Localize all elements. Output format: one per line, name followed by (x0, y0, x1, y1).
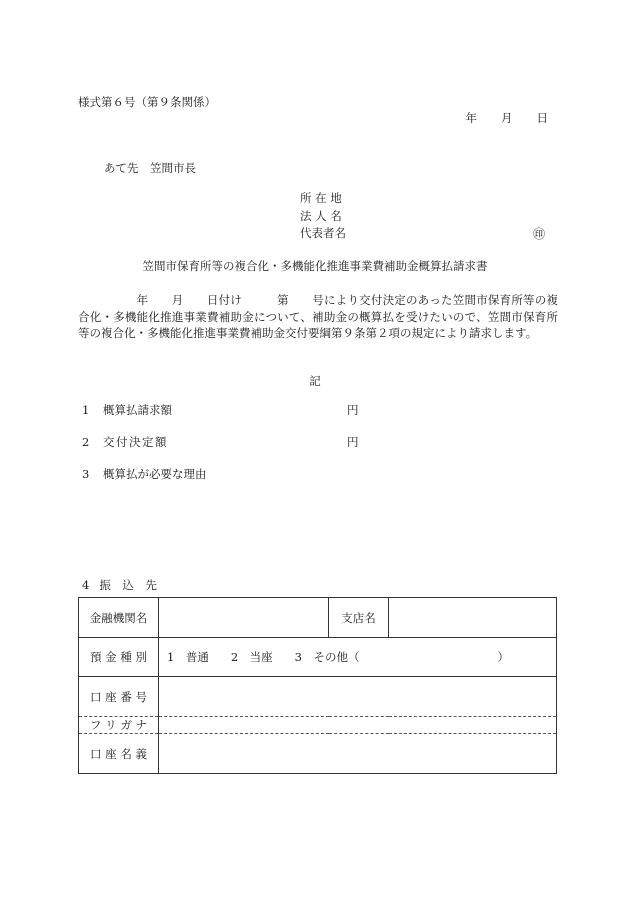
addressee: あて先 笠間市長 (104, 161, 196, 175)
account-type-current[interactable]: 2 当座 (230, 650, 273, 664)
account-type-other-close: ） (497, 650, 509, 664)
form-number: 様式第６号（第９条関係） (78, 95, 216, 109)
table-row (79, 734, 557, 774)
account-type-options (159, 638, 557, 677)
bank-transfer-heading (82, 580, 157, 592)
ki-heading: 記 (309, 374, 321, 388)
date-day: 日 (536, 111, 548, 125)
table-row (79, 638, 557, 677)
table-row (79, 598, 557, 638)
corp-name-label: 法 人 名 (300, 209, 342, 223)
account-name-field[interactable] (159, 734, 557, 774)
item-1-label: 概算払請求額 (103, 403, 172, 417)
account-type-label: 預 金 種 別 (79, 638, 159, 677)
institution-field[interactable] (159, 598, 329, 638)
representative-label: 代表者名 (300, 226, 346, 240)
item-1-unit: 円 (347, 403, 359, 417)
account-number-label: 口 座 番 号 (79, 677, 159, 717)
account-type-other[interactable]: 3 その他（ (294, 650, 360, 664)
date-year: 年 (465, 111, 477, 125)
account-type-ordinary[interactable]: 1 普通 (167, 650, 209, 664)
account-name-label: 口 座 名 義 (79, 734, 159, 774)
branch-label: 支店名 (329, 598, 389, 638)
branch-field[interactable] (389, 598, 557, 638)
item-3-label: 概算払が必要な理由 (103, 467, 207, 481)
date-month: 月 (501, 111, 513, 125)
bank-heading-number: 4 (82, 578, 90, 592)
furigana-field[interactable] (159, 717, 557, 734)
item-2-unit: 円 (347, 435, 359, 449)
address-label: 所 在 地 (300, 191, 342, 205)
seal-mark: ㊞ (533, 227, 546, 241)
furigana-label: フ リ ガ ナ (79, 717, 159, 734)
table-row (79, 717, 557, 734)
item-3-number: 3 (82, 467, 90, 481)
item-2-label: 交付決定額 (103, 435, 168, 449)
bank-account-table (78, 597, 557, 774)
date-line (466, 113, 549, 125)
institution-label: 金融機関名 (79, 598, 159, 638)
request-body-text: 年 月 日付け 第 号により交付決定のあった笠間市保育所等の複合化・多機能化推進事業費補助金について、補助金の概算払を受けたいので、笠間市保育所等の複合化・多機能化推進事業費補助金交付要綱第９条第２項の規定により請求します。 (78, 293, 558, 340)
document-title: 笠間市保育所等の複合化・多機能化推進事業費補助金概算払請求書 (142, 259, 488, 273)
item-1-number: 1 (82, 403, 90, 417)
item-2-number: 2 (82, 435, 90, 449)
account-number-field[interactable] (159, 677, 557, 717)
bank-heading-label: 振 込 先 (99, 578, 157, 592)
table-row (79, 677, 557, 717)
